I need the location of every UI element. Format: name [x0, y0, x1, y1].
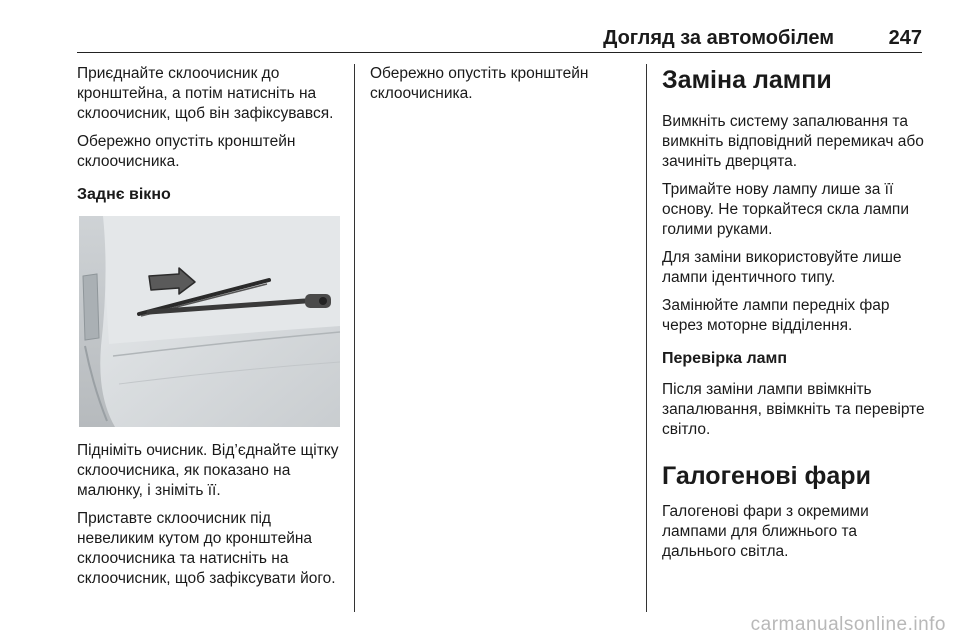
- column-divider: [354, 64, 355, 612]
- section-title: Догляд за автомобілем: [603, 27, 834, 49]
- paragraph: Тримайте нову лампу лише за її основу. Не торкайтеся скла лампи голими руками.: [662, 181, 909, 238]
- column-divider: [646, 64, 647, 612]
- page-number: 247: [888, 27, 922, 49]
- paragraph: Обережно опустіть кронштейн склоочисника.: [370, 65, 589, 102]
- heading-bulb-replacement: Заміна лампи: [662, 66, 832, 94]
- paragraph: Вимкніть систему запалювання та вимкніть відповідний перемикач або зачиніть дверцята.: [662, 113, 924, 170]
- column-left: [77, 64, 345, 597]
- paragraph: Для заміни використовуйте лише лампи ідентичного типу.: [662, 249, 902, 286]
- rear-wiper-illustration: [79, 216, 340, 427]
- paragraph: Замінюйте лампи передніх фар через моторне відділення.: [662, 297, 890, 334]
- paragraph: Галогенові фари з окремими лампами для ближнього та дальнього світла.: [662, 503, 869, 560]
- column-right: [662, 64, 930, 570]
- subheading-bulb-check: Перевірка ламп: [662, 350, 788, 367]
- subheading-rear-window: Заднє вікно: [77, 186, 171, 203]
- paragraph: Обережно опустіть кронштейн склоочисника.: [77, 133, 296, 170]
- watermark: carmanualsonline.info: [750, 614, 946, 635]
- paragraph: Приставте склоочисник під невеликим кутом до кронштейна склоочисника та натисніть на склоочисник, щоб зафіксувати його.: [77, 510, 336, 587]
- paragraph: Підніміть очисник. Від’єднайте щітку склоочисника, як показано на малюнку, і зніміть її.: [77, 442, 339, 499]
- page-header: [77, 22, 922, 53]
- heading-halogen-headlights: Галогенові фари: [662, 462, 871, 490]
- column-middle: [370, 64, 640, 112]
- paragraph: Приєднайте склоочисник до кронштейна, а потім натисніть на склоочисник, щоб він зафіксувався.: [77, 65, 334, 122]
- paragraph: Після заміни лампи ввімкніть запалювання, ввімкніть та перевірте світло.: [662, 381, 925, 438]
